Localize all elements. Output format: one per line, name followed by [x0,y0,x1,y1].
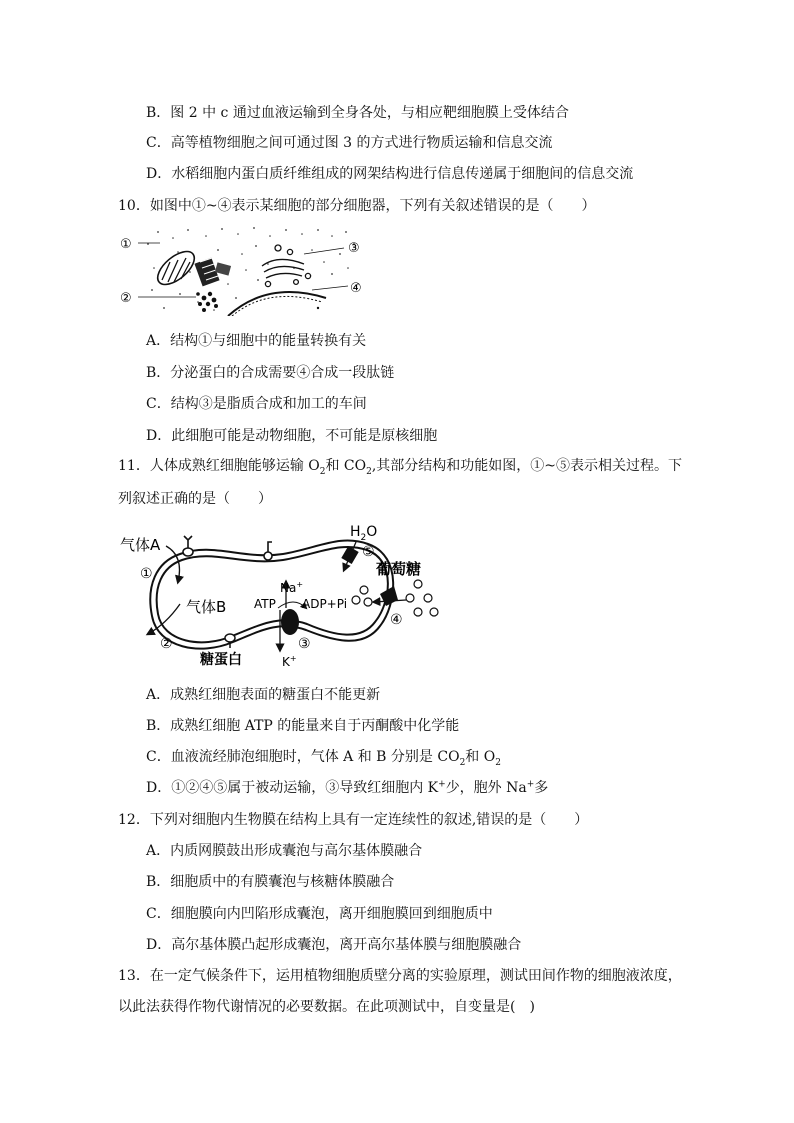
q10-label-4: ④ [350,281,362,296]
q12-option-c: C．细胞膜向内凹陷形成囊泡，离开细胞膜回到细胞质中 [146,906,493,922]
q11-k-sup: + [289,654,297,663]
q11-n1-label: ① [140,566,153,582]
q11-water-h: H [350,524,361,540]
q11-glycoprotein-label: 糖蛋白 [200,652,242,668]
q11-sub-co2: 2 [366,466,372,477]
q11-water-o: O [366,524,378,540]
q11-rbc-figure [118,520,448,672]
glucose-transporter-icon [380,586,398,606]
q9-option-c: C．高等植物细胞之间可通过图 3 的方式进行物质运输和信息交流 [146,135,553,151]
q11-n4-label: ④ [390,612,403,628]
q11-n5-label: ⑤ [362,544,375,560]
q11-option-c-sub2: 2 [495,757,501,768]
q11-n2-label: ② [160,636,173,652]
q11-option-c-part-b: 和 O [465,749,496,765]
q10-option-b: B．分泌蛋白的合成需要④合成一段肽链 [146,365,395,381]
q13-line1: 13．在一定气候条件下，运用植物细胞质壁分离的实验原理，测试田间作物的细胞液浓度， [118,968,682,984]
q11-sub-o2: 2 [319,466,326,477]
q11-gas-a-label: 气体A [120,536,161,554]
q12-option-a: A．内质网膜鼓出形成囊泡与高尔基体膜融合 [146,843,423,859]
q12-option-d: D．高尔基体膜凸起形成囊泡，离开高尔基体膜与细胞膜融合 [146,937,522,953]
centriole-icon [194,256,231,286]
q11-n3-label: ③ [298,636,311,652]
q10-label-2: ② [120,291,132,306]
q10-label-1: ① [120,237,132,252]
q10-option-d: D．此细胞可能是动物细胞，不可能是原核细胞 [146,428,438,444]
q11-water-sub: 2 [360,533,367,543]
q11-option-d-sup2: + [526,779,535,790]
q11-option-c [146,747,501,767]
q11-na-sup: + [296,580,304,589]
ribosome-cluster-icon [196,292,218,312]
q11-na-label [280,580,303,595]
q9-option-d: D．水稻细胞内蛋白质纤维组成的网架结构进行信息传递属于细胞间的信息交流 [146,166,634,182]
q11-na-text: Na [280,581,297,595]
golgi-icon [262,245,311,287]
q11-option-a: A．成熟红细胞表面的糖蛋白不能更新 [146,687,381,703]
q10-stem: 10．如图中①~④表示某细胞的部分细胞器，下列有关叙述错误的是（ ） [118,198,596,214]
q11-stem-line2: 列叙述正确的是（ ） [118,491,272,507]
q11-stem-part-c: ,其部分结构和功能如图，①~⑤表示相关过程。下 [371,458,683,474]
mitochondrion-icon [152,245,200,290]
q10-option-c: C．结构③是脂质合成和加工的车间 [146,396,367,412]
q11-gas-b-label: 气体B [186,598,227,616]
q9-option-b: B．图 2 中 c 通过血液运输到全身各处，与相应靶细胞膜上受体结合 [146,105,569,121]
q11-option-d-part-c: 多 [534,780,549,796]
q11-option-c-part-a: C．血液流经肺泡细胞时，气体 A 和 B 分别是 CO [146,749,460,765]
q10-organelle-figure [118,224,378,316]
q11-option-d-sup1: + [438,779,446,790]
q11-stem-line1 [118,456,682,476]
q11-atp-label: ATP [254,597,276,611]
glycoprotein-icon [225,634,235,648]
q11-option-d-part-a: D．①②④⑤属于被动运输，③导致红细胞内 K [146,780,439,796]
q10-option-a: A．结构①与细胞中的能量转换有关 [146,333,367,349]
q10-label-3: ③ [348,241,360,256]
sodium-potassium-pump-icon [281,609,299,635]
q11-option-d-part-b: 少，胞外 Na [445,780,527,796]
q11-stem-part-b: 和 CO [325,458,367,474]
q11-k-label [282,654,297,669]
q11-adp-label: ADP+Pi [302,597,348,611]
q12-stem: 12．下列对细胞内生物膜在结构上具有一定连续性的叙述,错误的是（ ） [118,812,589,828]
nucleus-icon [228,292,326,316]
q11-option-b: B．成熟红细胞 ATP 的能量来自于丙酮酸中化学能 [146,718,460,734]
q12-option-b: B．细胞质中的有膜囊泡与核糖体膜融合 [146,874,395,890]
q11-option-d [146,778,548,798]
q11-stem-part-a: 11．人体成熟红细胞能够运输 O [118,458,320,474]
q11-glucose-label: 葡萄糖 [376,560,422,578]
q13-line2: 以此法获得作物代谢情况的必要数据。在此项测试中，自变量是( ) [118,999,535,1015]
q11-k-text: K [282,655,290,669]
q11-option-c-sub1: 2 [459,757,466,768]
